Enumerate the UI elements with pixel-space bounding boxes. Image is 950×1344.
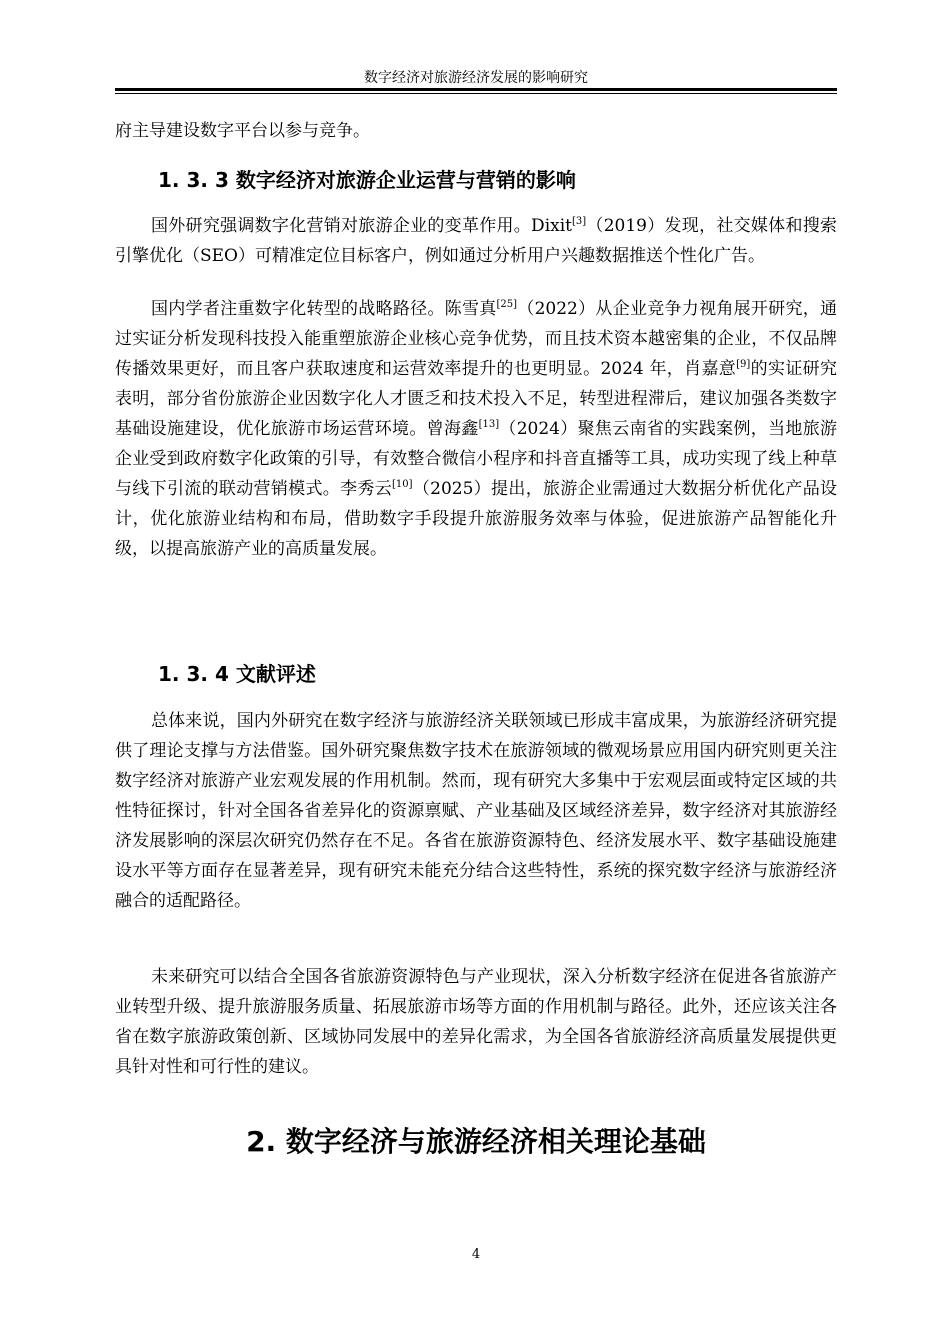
paragraph-literature-review: 总体来说，国内外研究在数字经济与旅游经济关联领域已形成丰富成果，为旅游经济研究提供了理论支撑与方法借鉴。国外研究聚焦数字技术在旅游领域的微观场景应用国内研究则更关注数字经济对旅游产业宏观发展的作用机制。然而，现有研究大多集中于宏观层面或特定区域的共性特征探讨，针对全国各省差异化的资源禀赋、产业基础及区域经济差异，数字经济对其旅游经济发展影响的深层次研究仍然存在不足。各省在旅游资源特色、经济发展水平、数字基础设施建设水平等方面存在显著差异，现有研究未能充分结合这些特性，系统的探究数字经济与旅游经济融合的适配路径。 <box>115 711 837 911</box>
section-heading-1-3-4: 1. 3. 4 文献评述 <box>158 662 316 686</box>
citation-ref: [25] <box>496 299 518 310</box>
section-heading-1-3-3: 1. 3. 3 数字经济对旅游企业运营与营销的影响 <box>158 168 576 192</box>
paragraph-foreign-marketing <box>115 211 837 271</box>
header-rule-thin <box>115 93 837 94</box>
citation-ref: [13] <box>478 419 500 430</box>
paragraph-text: （2022）从企业竞争力视角展开研究，通过实证分析发现科技投入能重塑旅游企业核心竞争优势，而且技术资本越密集的企业，不仅品牌传播效果更好，而且客户获取速度和运营效率提升的也更明显。2024 年，肖嘉意 <box>115 299 837 379</box>
header-rule-thick <box>115 88 837 91</box>
citation-ref: [10] <box>392 479 413 490</box>
paragraph-text: 国外研究强调数字化营销对旅游企业的变革作用。Dixit <box>151 216 572 236</box>
continued-paragraph: 府主导建设数字平台以参与竞争。 <box>115 121 370 141</box>
page-number: 4 <box>471 1247 481 1262</box>
paragraph-text: （2025）提出，旅游企业需通过大数据分析优化产品设计，优化旅游业结构和布局，借助数字手段提升旅游服务效率与体验，促进旅游产品智能化升级，以提高旅游产业的高质量发展。 <box>115 479 838 559</box>
paragraph-text: （2024）聚焦云南省的实践案例，当地旅游企业受到政府数字化政策的引导，有效整合微信小程序和抖音直播等工具，成功实现了线上种草与线下引流的联动营销模式。李秀云 <box>115 419 838 499</box>
paragraph-text: （2019）发现，社交媒体和搜索引擎优化（SEO）可精准定位目标客户，例如通过分析用户兴趣数据推送个性化广告。 <box>115 216 838 266</box>
paragraph-text: 国内学者注重数字化转型的战略路径。陈雪真 <box>151 299 497 319</box>
citation-ref: [9] <box>736 359 751 370</box>
running-header: 数字经济对旅游经济发展的影响研究 <box>364 70 588 86</box>
citation-ref: [3] <box>571 216 587 227</box>
paragraph-text: 的实证研究表明，部分省份旅游企业因数字化人才匮乏和技术投入不足，转型进程滞后，建议加强各类数字基础设施建设，优化旅游市场运营环境。曾海鑫 <box>115 359 837 439</box>
paragraph-domestic-strategy <box>115 294 837 564</box>
chapter-heading-2: 2. 数字经济与旅游经济相关理论基础 <box>246 1125 706 1158</box>
paragraph-future-research: 未来研究可以结合全国各省旅游资源特色与产业现状，深入分析数字经济在促进各省旅游产业转型升级、提升旅游服务质量、拓展旅游市场等方面的作用机制与路径。此外，还应该关注各省在数字旅游政策创新、区域协同发展中的差异化需求，为全国各省旅游经济高质量发展提供更具针对性和可行性的建议。 <box>115 967 837 1077</box>
